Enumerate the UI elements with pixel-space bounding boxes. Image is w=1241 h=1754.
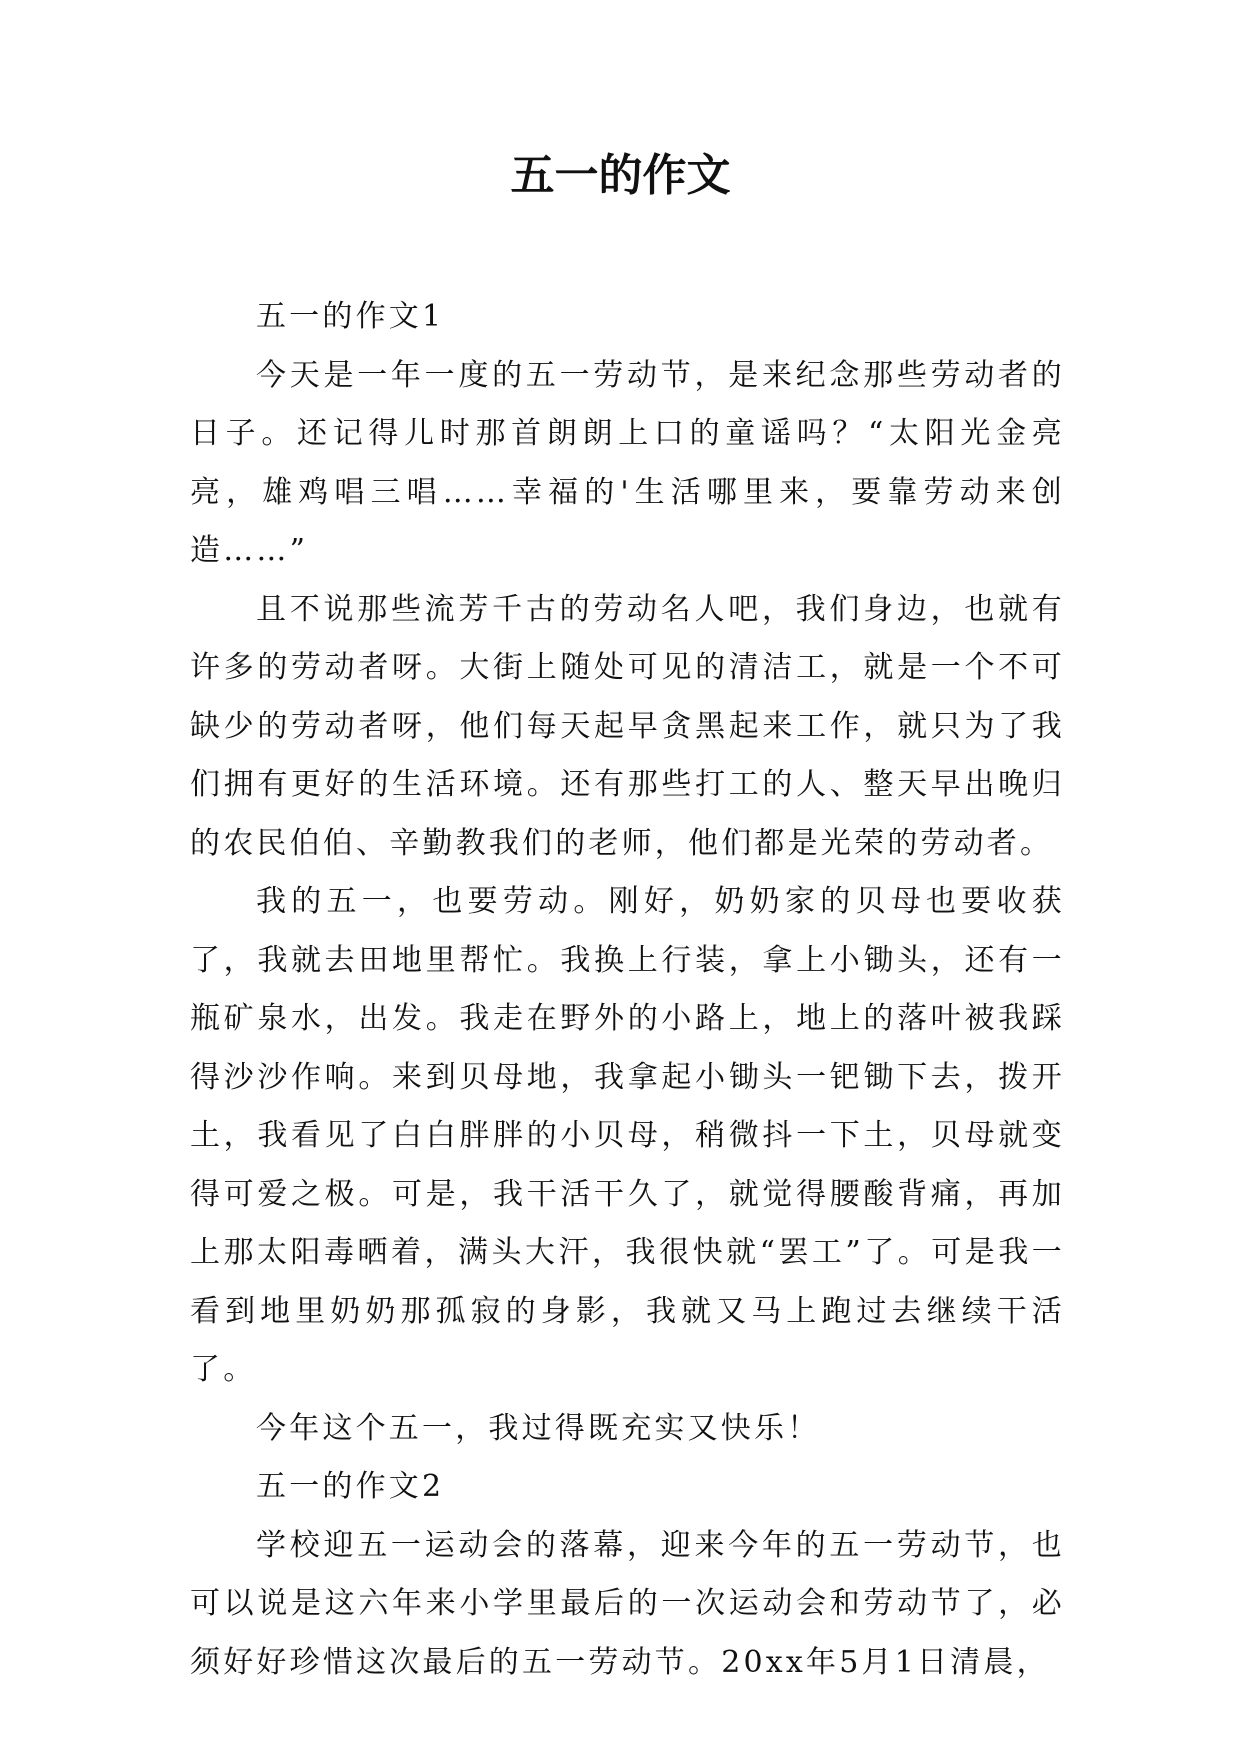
page-title: 五一的作文 [510, 150, 731, 201]
section-heading-1: 五一的作文1 [256, 299, 445, 334]
paragraph: 且不说那些流芳千古的劳动名人吧，我们身边，也就有许多的劳动者呀。大街上随处可见的清洁工，就是一个不可缺少的劳动者呀，他们每天起早贪黑起来工作，就只为了我们拥有更好的生活环境。还有那些打工的人、整天早出晚归的农民伯伯、辛勤教我们的老师，他们都是光荣的劳动者。 [190, 591, 1065, 861]
paragraph: 今天是一年一度的五一劳动节，是来纪念那些劳动者的日子。还记得儿时那首朗朗上口的童谣吗？“太阳光金亮亮，雄鸡唱三唱……幸福的'生活哪里来，要靠劳动来创造……” [190, 357, 1065, 568]
section-heading-2: 五一的作文2 [256, 1469, 445, 1504]
paragraph: 学校迎五一运动会的落幕，迎来今年的五一劳动节，也可以说是这六年来小学里最后的一次运动会和劳动节了，必须好好珍惜这次最后的五一劳动节。20xx年5月1日清晨， [190, 1527, 1065, 1680]
document-body [190, 288, 1065, 1692]
paragraph: 我的五一，也要劳动。刚好，奶奶家的贝母也要收获了，我就去田地里帮忙。我换上行装，拿上小锄头，还有一瓶矿泉水，出发。我走在野外的小路上，地上的落叶被我踩得沙沙作响。来到贝母地，我拿起小锄头一钯锄下去，拨开土，我看见了白白胖胖的小贝母，稍微抖一下土，贝母就变得可爱之极。可是，我干活干久了，就觉得腰酸背痛，再加上那太阳毒晒着，满头大汗，我很快就“罢工”了。可是我一看到地里奶奶那孤寂的身影，我就又马上跑过去继续干活了。 [190, 884, 1065, 1387]
paragraph: 今年这个五一，我过得既充实又快乐！ [256, 1410, 821, 1446]
